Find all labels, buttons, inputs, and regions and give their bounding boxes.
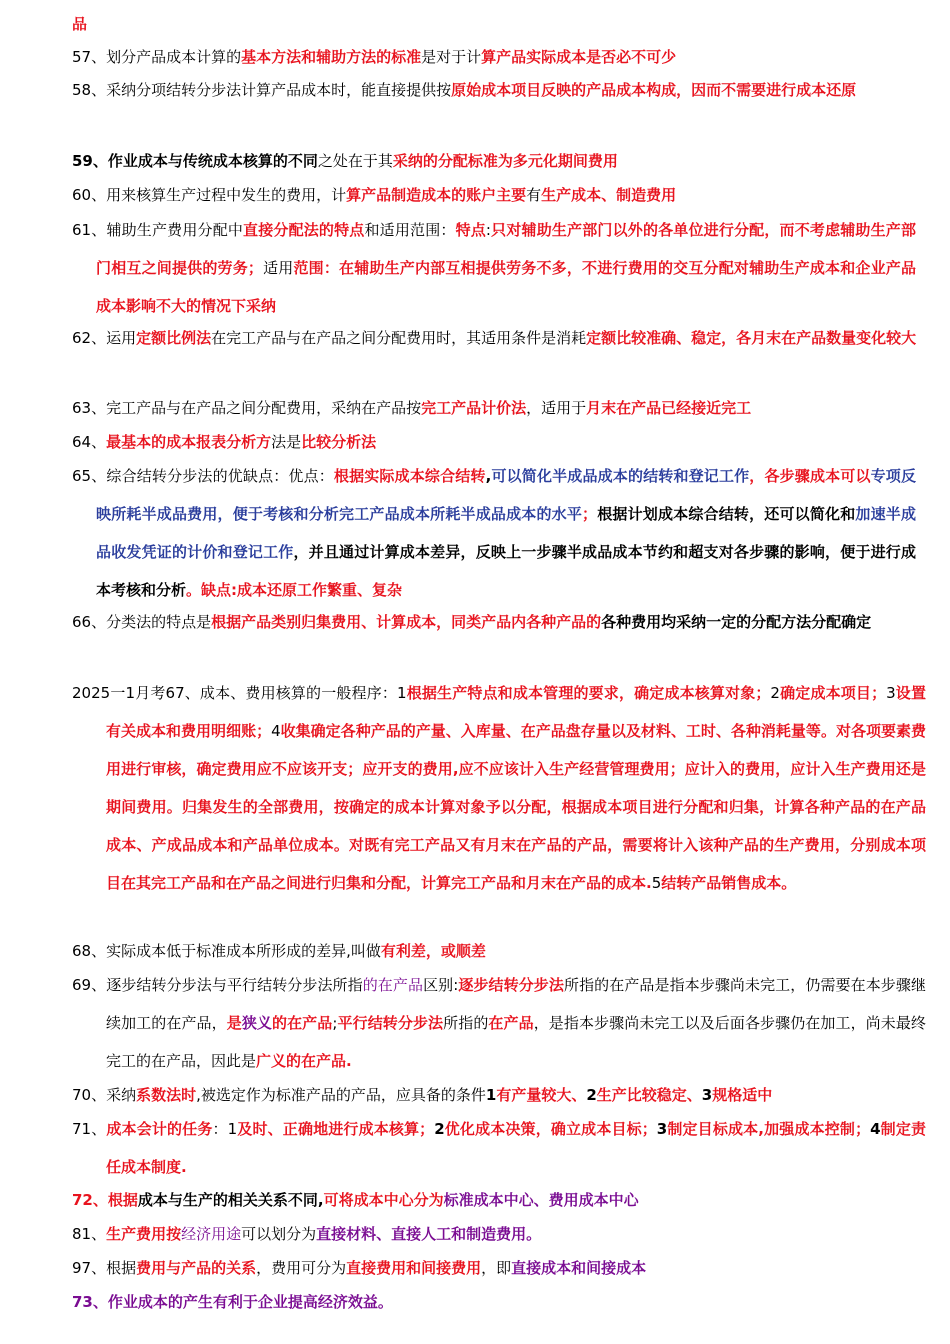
item-72 bbox=[72, 1181, 926, 1219]
text-run: 在完工产品与在产品之间分配费用时，其适用条件是消耗 bbox=[211, 329, 587, 347]
text-run: 法是 bbox=[271, 433, 302, 451]
text-run: 2025一1月考67、成本、费用核算的一般程序：1 bbox=[72, 684, 407, 702]
text-run: 在辅助生产内部互相提供劳务不多，不进行费用的交互分配对辅助生产成本和企业产品成本影响不大的情况下采纳 bbox=[96, 259, 916, 315]
text-run: 成本与生产的相关关系不同, bbox=[137, 1191, 324, 1209]
text-run: 优化成本决策，确立成本目标； bbox=[444, 1120, 657, 1138]
text-run: 。缺点:成本还原工作繁重、复杂 bbox=[186, 581, 403, 599]
text-run: ; bbox=[332, 1014, 338, 1032]
text-run: : bbox=[485, 221, 491, 239]
text-run: 直接费用和间接费用 bbox=[346, 1259, 482, 1277]
item-73 bbox=[72, 1283, 926, 1321]
text-run: 58、采纳分项结转分步法计算产品成本时，能直接提供按 bbox=[72, 81, 452, 99]
text-run: 60、用来核算生产过程中发生的费用，计 bbox=[72, 186, 347, 204]
text-run: 收集确定各种产品的产量、入库量、在产品盘存量以及材料、工时、各种消耗量等。对各项要素费用进行审核，确定费用应不应该开支；应开支的费用,应不应该计入生产经营管理费用；应计入的费用，应计入生产费用还是期间费用。归集发生的全部费用，按确定的成本计算对象予以分配，根据成本项目进行分配和归集，计算各种产品的在产品成本、产成品成本和产品单位成本。对既有完工产品又有月末在产品的产品，需要将计入该种产品的生产费用，分别成本项目在其完工产品和在产品之间进行归集和分配，计算完工产品和月末在产品的成本. bbox=[106, 722, 926, 892]
text-run: 在产品 bbox=[488, 1014, 534, 1032]
text-run: 狭义 bbox=[241, 1014, 272, 1032]
text-run: 可将成本中心分为 bbox=[323, 1191, 444, 1209]
text-run: 3 bbox=[656, 1120, 668, 1138]
text-run: 逐步结转分步法 bbox=[458, 976, 564, 994]
text-run: 基本方法和辅助方法的标准 bbox=[241, 48, 422, 66]
text-run: 定额比较准确、稳定，各月末在产品数量变化较大 bbox=[586, 329, 917, 347]
text-run: 68、实际成本低于标准成本所形成的差异,叫做 bbox=[72, 942, 381, 960]
text-run: 直接成本和间接成本 bbox=[511, 1259, 647, 1277]
text-run: 63、完工产品与在产品之间分配费用，采纳在产品按 bbox=[72, 399, 422, 417]
text-run: 的在产品 bbox=[272, 1014, 333, 1032]
text-run: 直接分配法的特点 bbox=[243, 221, 365, 239]
text-run: 根据生产特点和成本管理的要求，确定成本核算对象； bbox=[406, 684, 771, 702]
text-run: 原始成本项目反映的产品成本构成，因而不需要进行成本还原 bbox=[451, 81, 857, 99]
text-run: 规格适中 bbox=[712, 1086, 773, 1104]
text-run: 广义的在产品. bbox=[256, 1052, 352, 1070]
text-run: 算产品制造成本的账户主要 bbox=[346, 186, 527, 204]
text-run: 范围： bbox=[293, 259, 340, 277]
item-69 bbox=[72, 966, 926, 1080]
text-run: ，各步骤成本可以 bbox=[749, 467, 871, 485]
text-run: 4 bbox=[870, 1120, 881, 1138]
item-58 bbox=[72, 71, 926, 109]
text-run: 费用与产品的关系 bbox=[136, 1259, 257, 1277]
text-run: 成本会计的任务 bbox=[106, 1120, 213, 1138]
item-60 bbox=[72, 176, 926, 214]
text-run: ，即 bbox=[481, 1259, 512, 1277]
text-run: 65、综合结转分步法的优缺点：优点： bbox=[72, 467, 334, 485]
text-run: 81、 bbox=[72, 1225, 107, 1243]
item-65 bbox=[72, 457, 916, 609]
text-run: , bbox=[485, 467, 492, 485]
text-run: 的在产品 bbox=[362, 976, 424, 994]
text-run: 制定责任成本制度. bbox=[106, 1120, 926, 1176]
item-66 bbox=[72, 603, 916, 641]
text-run: 区别: bbox=[423, 976, 459, 994]
text-run: 64、 bbox=[72, 433, 107, 451]
item-71 bbox=[72, 1110, 926, 1186]
text-run: 比较分析法 bbox=[301, 433, 377, 451]
text-run: 生产比较稳定、 bbox=[596, 1086, 702, 1104]
text-run: 可以划分为 bbox=[241, 1225, 317, 1243]
text-run: 5 bbox=[651, 874, 662, 892]
text-run: 4 bbox=[271, 722, 281, 740]
text-run: 专项反映所耗半成品费用，便于考核和分析完工产品成本所耗半成品成本的水平 bbox=[96, 467, 916, 523]
text-run: 月末在产品已经接近完工 bbox=[586, 399, 752, 417]
text-run: ； bbox=[582, 505, 598, 523]
text-run: 所指的 bbox=[443, 1014, 489, 1032]
text-run: 算产品实际成本是否必不可少 bbox=[481, 48, 677, 66]
text-run: 70、采纳 bbox=[72, 1086, 137, 1104]
text-run: 3 bbox=[886, 684, 896, 702]
text-run: ：1 bbox=[212, 1120, 238, 1138]
text-run: 2 bbox=[586, 1086, 597, 1104]
text-run: ，适用于 bbox=[526, 399, 587, 417]
text-run: 97、根据 bbox=[72, 1259, 137, 1277]
text-run: 66、分类法的特点是 bbox=[72, 613, 212, 631]
text-run: 有 bbox=[526, 186, 542, 204]
item-70 bbox=[72, 1076, 926, 1114]
text-run: 制定目标成本,加强成本控制； bbox=[667, 1120, 871, 1138]
text-run: 有产量较大、 bbox=[496, 1086, 587, 1104]
text-run: 标准成本中心、费用成本中心 bbox=[443, 1191, 639, 1209]
item-67 bbox=[72, 674, 926, 902]
item-62 bbox=[72, 319, 926, 357]
text-run: 69、逐步结转分步法与平行结转分步法所指 bbox=[72, 976, 363, 994]
text-run: 61、辅助生产费用分配中 bbox=[72, 221, 244, 239]
text-run: 之处在于其 bbox=[317, 152, 393, 170]
text-run: 是 bbox=[226, 1014, 242, 1032]
text-run: 1 bbox=[485, 1086, 497, 1104]
text-run: 确定成本项目； bbox=[779, 684, 887, 702]
text-run: 2 bbox=[770, 684, 780, 702]
text-run: 2 bbox=[434, 1120, 445, 1138]
text-run: 3 bbox=[701, 1086, 713, 1104]
text-run: 可以简化半成品成本的结转和登记工作 bbox=[491, 467, 750, 485]
text-run: 62、运用 bbox=[72, 329, 137, 347]
text-run: 71、 bbox=[72, 1120, 107, 1138]
text-run: 生产成本、制造费用 bbox=[541, 186, 677, 204]
text-run: 72、根据 bbox=[72, 1191, 138, 1209]
item-81 bbox=[72, 1215, 926, 1253]
text-run: 有利差，或顺差 bbox=[380, 942, 486, 960]
item-97 bbox=[72, 1249, 926, 1287]
item-63 bbox=[72, 389, 926, 427]
item-59 bbox=[72, 142, 926, 180]
text-run: 根据计划成本综合结转，还可以简化和 bbox=[597, 505, 856, 523]
text-run: 生产费用按 bbox=[106, 1225, 182, 1243]
text-run: 73、作业成本的产生有利于企业提高经济效益。 bbox=[72, 1293, 393, 1311]
text-run: 完工产品计价法 bbox=[421, 399, 527, 417]
text-run: 各种费用均采纳一定的分配方法分配确定 bbox=[601, 613, 872, 631]
text-run: ，并且通过计算成本差异，反映上一步骤半成品成本节约和超支对各步骤的影响，便于进行成本考核和分析 bbox=[96, 543, 916, 599]
text-run: 品 bbox=[72, 15, 88, 33]
text-run: 最基本的成本报表分析方 bbox=[106, 433, 272, 451]
text-run: 57、划分产品成本计算的 bbox=[72, 48, 242, 66]
text-run: 59、作业成本与传统成本核算的不同 bbox=[72, 152, 318, 170]
text-run: 特点 bbox=[455, 221, 486, 239]
text-run: 是对于计 bbox=[421, 48, 482, 66]
text-run: 平行结转分步法 bbox=[337, 1014, 444, 1032]
text-run: 系数法时 bbox=[136, 1086, 197, 1104]
item-64 bbox=[72, 423, 926, 461]
text-run: ，费用可分为 bbox=[256, 1259, 347, 1277]
text-run: 直接材料、直接人工和制造费用。 bbox=[316, 1225, 542, 1243]
text-run: 根据产品类别归集费用、计算成本，同类产品内各种产品的 bbox=[211, 613, 602, 631]
text-run: 加速半成品收发凭证的计价和登记工作 bbox=[96, 505, 916, 561]
text-run: 采纳的分配标准为多元化期间费用 bbox=[392, 152, 618, 170]
text-run: 适用 bbox=[262, 259, 294, 277]
item-61 bbox=[72, 211, 916, 325]
text-run: 所指的在产品是指本步骤尚未完工，仍需要在本步骤继续加工的在产品， bbox=[106, 976, 926, 1032]
text-run: 经济用途 bbox=[181, 1225, 242, 1243]
text-run: 和适用范围： bbox=[364, 221, 456, 239]
text-run: 定额比例法 bbox=[136, 329, 212, 347]
text-run: 设置有关成本和费用明细账； bbox=[106, 684, 926, 740]
text-run: ,被选定作为标准产品的产品，应具备的条件 bbox=[196, 1086, 486, 1104]
text-run: 及时、正确地进行成本核算； bbox=[237, 1120, 435, 1138]
text-run: 只对辅助生产部门以外的各单位进行分配，而不考虑辅助生产部门相互之间提供的劳务； bbox=[96, 221, 916, 277]
text-run: ，是指本步骤尚未完工以及后面各步骤仍在加工，尚未最终完工的在产品，因此是 bbox=[106, 1014, 926, 1070]
item-68 bbox=[72, 932, 926, 970]
text-run: 根据实际成本综合结转 bbox=[333, 467, 486, 485]
text-run: 结转产品销售成本。 bbox=[661, 874, 797, 892]
